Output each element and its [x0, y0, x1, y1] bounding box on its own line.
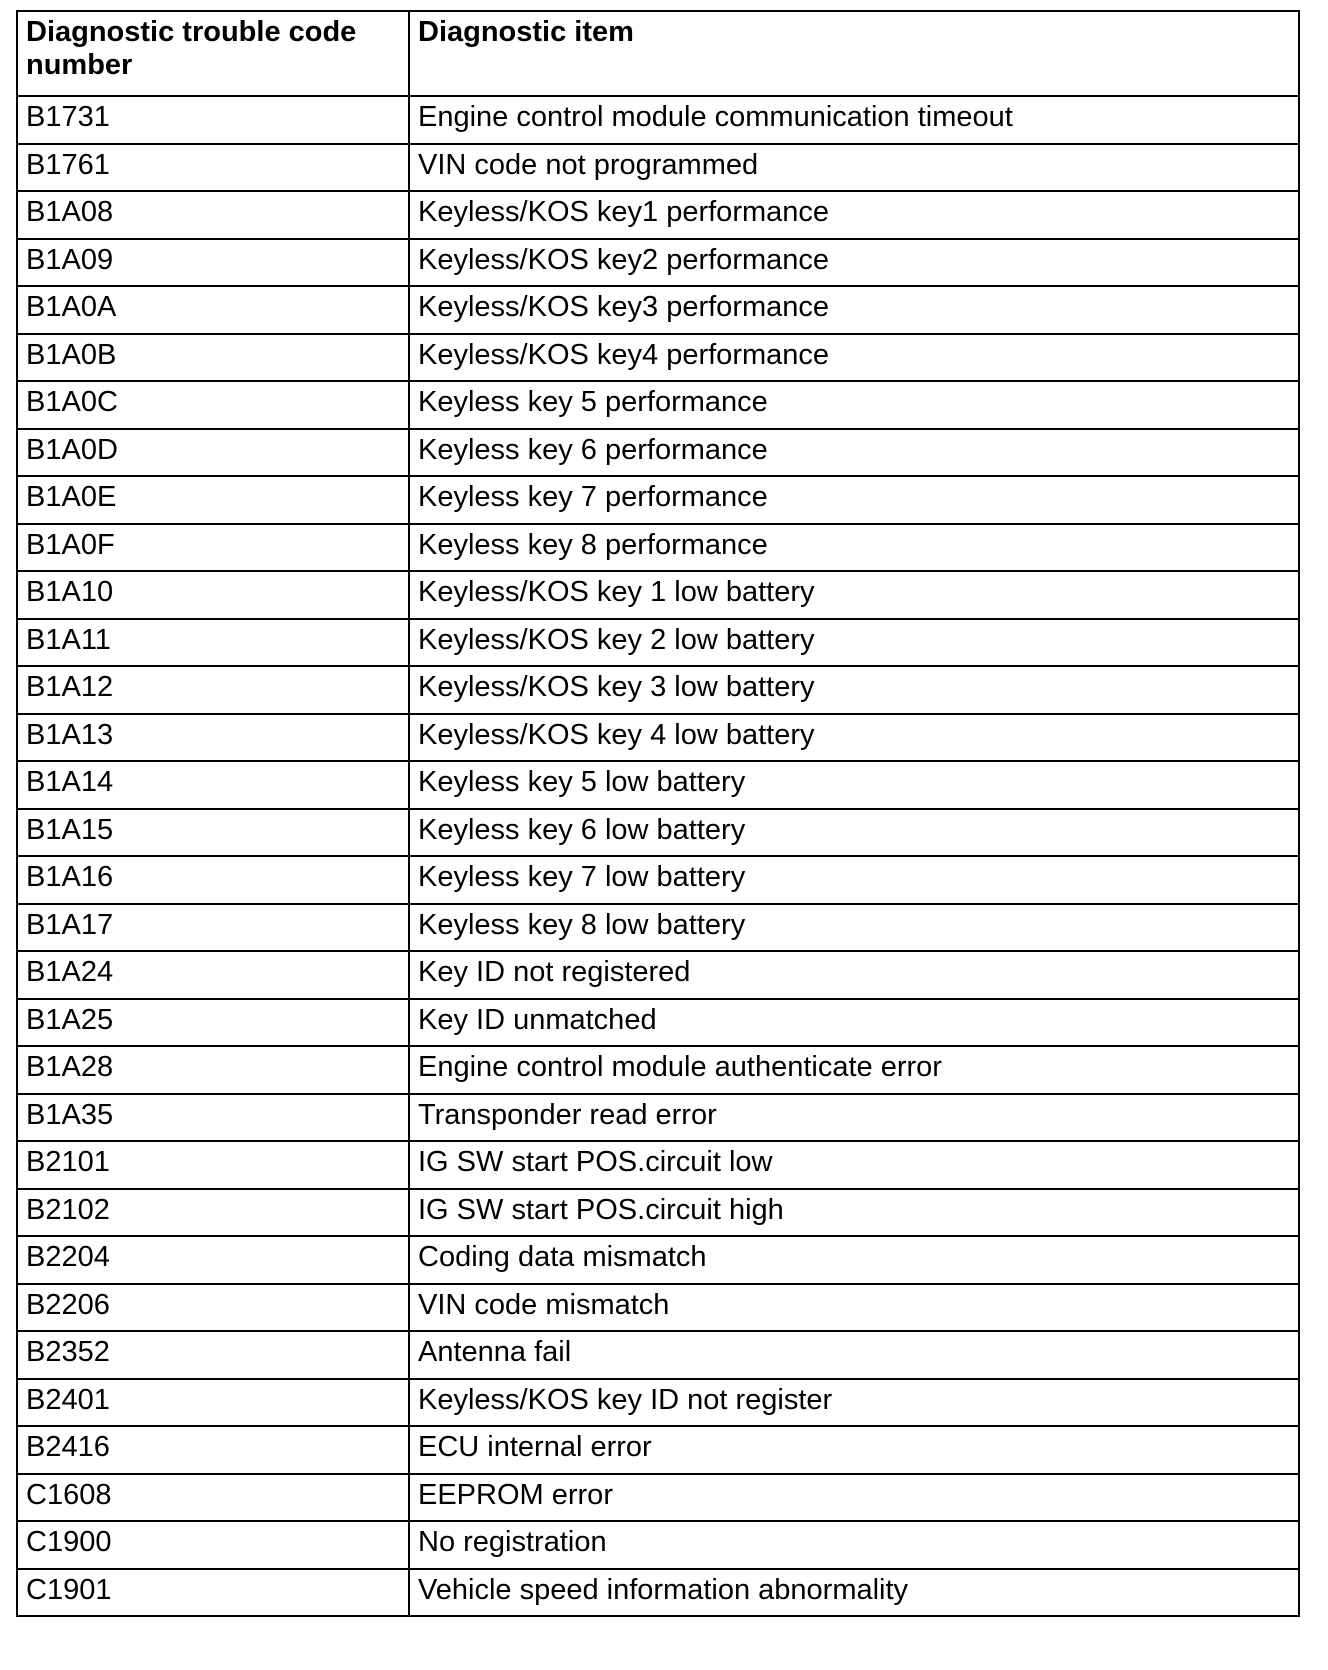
- table-row: [17, 1426, 1299, 1474]
- table-row: [17, 1236, 1299, 1284]
- table-row: [17, 1379, 1299, 1427]
- dtc-code-cell: B2206: [17, 1284, 409, 1332]
- table-row: [17, 96, 1299, 144]
- diagnostic-item-cell: Engine control module communication timeout: [409, 96, 1299, 144]
- diagnostic-item-cell: Keyless/KOS key 3 low battery: [409, 666, 1299, 714]
- table-row: [17, 619, 1299, 667]
- diagnostic-item-cell: Keyless/KOS key1 performance: [409, 191, 1299, 239]
- diagnostic-item-cell: Key ID unmatched: [409, 999, 1299, 1047]
- diagnostic-item-cell: No registration: [409, 1521, 1299, 1569]
- dtc-code-cell: B1A35: [17, 1094, 409, 1142]
- diagnostic-item-cell: Keyless/KOS key ID not register: [409, 1379, 1299, 1427]
- dtc-code-cell: B1A25: [17, 999, 409, 1047]
- dtc-code-cell: B1A24: [17, 951, 409, 999]
- table-row: [17, 1189, 1299, 1237]
- diagnostic-item-cell: Vehicle speed information abnormality: [409, 1569, 1299, 1617]
- dtc-code-cell: B1A13: [17, 714, 409, 762]
- table-row: [17, 904, 1299, 952]
- dtc-code-cell: B1A17: [17, 904, 409, 952]
- dtc-code-cell: B1A0D: [17, 429, 409, 477]
- dtc-code-cell: B2204: [17, 1236, 409, 1284]
- table-header-row: [17, 11, 1299, 96]
- diagnostic-item-cell: Key ID not registered: [409, 951, 1299, 999]
- diagnostic-item-cell: IG SW start POS.circuit low: [409, 1141, 1299, 1189]
- dtc-code-cell: B1A15: [17, 809, 409, 857]
- diagnostic-item-cell: Keyless/KOS key4 performance: [409, 334, 1299, 382]
- table-row: [17, 476, 1299, 524]
- dtc-code-cell: B1A0B: [17, 334, 409, 382]
- diagnostic-item-cell: Keyless key 8 performance: [409, 524, 1299, 572]
- table-row: [17, 239, 1299, 287]
- diagnostic-item-cell: Keyless/KOS key 4 low battery: [409, 714, 1299, 762]
- dtc-code-cell: B2352: [17, 1331, 409, 1379]
- dtc-code-cell: B1761: [17, 144, 409, 192]
- table-row: [17, 381, 1299, 429]
- table-row: [17, 1331, 1299, 1379]
- table-row: [17, 666, 1299, 714]
- table-row: [17, 1474, 1299, 1522]
- dtc-code-cell: B1A08: [17, 191, 409, 239]
- table-row: [17, 714, 1299, 762]
- diagnostic-item-cell: EEPROM error: [409, 1474, 1299, 1522]
- dtc-code-cell: B1A0E: [17, 476, 409, 524]
- diagnostic-item-cell: Keyless key 7 performance: [409, 476, 1299, 524]
- dtc-code-cell: B1A10: [17, 571, 409, 619]
- diagnostic-item-cell: Keyless key 5 performance: [409, 381, 1299, 429]
- table-row: [17, 1569, 1299, 1617]
- dtc-code-cell: C1900: [17, 1521, 409, 1569]
- diagnostic-item-cell: Keyless/KOS key3 performance: [409, 286, 1299, 334]
- table-row: [17, 1141, 1299, 1189]
- diagnostic-item-cell: Keyless key 8 low battery: [409, 904, 1299, 952]
- diagnostic-item-cell: Keyless/KOS key 1 low battery: [409, 571, 1299, 619]
- dtc-code-cell: B1A12: [17, 666, 409, 714]
- table-row: [17, 524, 1299, 572]
- diagnostic-item-cell: Keyless/KOS key 2 low battery: [409, 619, 1299, 667]
- table-row: [17, 761, 1299, 809]
- diagnostic-item-cell: Coding data mismatch: [409, 1236, 1299, 1284]
- dtc-code-cell: B2401: [17, 1379, 409, 1427]
- diagnostic-item-cell: Keyless key 7 low battery: [409, 856, 1299, 904]
- dtc-code-cell: C1608: [17, 1474, 409, 1522]
- table-row: [17, 1521, 1299, 1569]
- dtc-code-cell: B1A11: [17, 619, 409, 667]
- table-row: [17, 144, 1299, 192]
- table-row: [17, 999, 1299, 1047]
- diagnostic-item-cell: Antenna fail: [409, 1331, 1299, 1379]
- dtc-code-cell: B1A09: [17, 239, 409, 287]
- diagnostic-item-cell: Keyless key 6 low battery: [409, 809, 1299, 857]
- table-row: [17, 429, 1299, 477]
- header-item: Diagnostic item: [409, 11, 1299, 96]
- dtc-code-cell: B2101: [17, 1141, 409, 1189]
- diagnostic-item-cell: IG SW start POS.circuit high: [409, 1189, 1299, 1237]
- diagnostic-item-cell: Engine control module authenticate error: [409, 1046, 1299, 1094]
- table-row: [17, 334, 1299, 382]
- dtc-code-cell: B1A0C: [17, 381, 409, 429]
- diagnostic-item-cell: Transponder read error: [409, 1094, 1299, 1142]
- diagnostic-item-cell: Keyless key 6 performance: [409, 429, 1299, 477]
- diagnostic-item-cell: ECU internal error: [409, 1426, 1299, 1474]
- dtc-table: [16, 10, 1300, 1617]
- dtc-code-cell: B1A14: [17, 761, 409, 809]
- diagnostic-item-cell: VIN code mismatch: [409, 1284, 1299, 1332]
- dtc-code-cell: C1901: [17, 1569, 409, 1617]
- table-row: [17, 1094, 1299, 1142]
- dtc-code-cell: B2102: [17, 1189, 409, 1237]
- dtc-code-cell: B1A28: [17, 1046, 409, 1094]
- table-row: [17, 856, 1299, 904]
- table-row: [17, 809, 1299, 857]
- dtc-code-cell: B1A0F: [17, 524, 409, 572]
- table-row: [17, 1046, 1299, 1094]
- diagnostic-item-cell: VIN code not programmed: [409, 144, 1299, 192]
- dtc-code-cell: B1A16: [17, 856, 409, 904]
- header-code: Diagnostic trouble code number: [17, 11, 409, 96]
- dtc-code-cell: B1731: [17, 96, 409, 144]
- table-row: [17, 1284, 1299, 1332]
- diagnostic-item-cell: Keyless key 5 low battery: [409, 761, 1299, 809]
- table-row: [17, 191, 1299, 239]
- table-row: [17, 286, 1299, 334]
- dtc-code-cell: B2416: [17, 1426, 409, 1474]
- diagnostic-item-cell: Keyless/KOS key2 performance: [409, 239, 1299, 287]
- table-row: [17, 571, 1299, 619]
- dtc-code-cell: B1A0A: [17, 286, 409, 334]
- table-row: [17, 951, 1299, 999]
